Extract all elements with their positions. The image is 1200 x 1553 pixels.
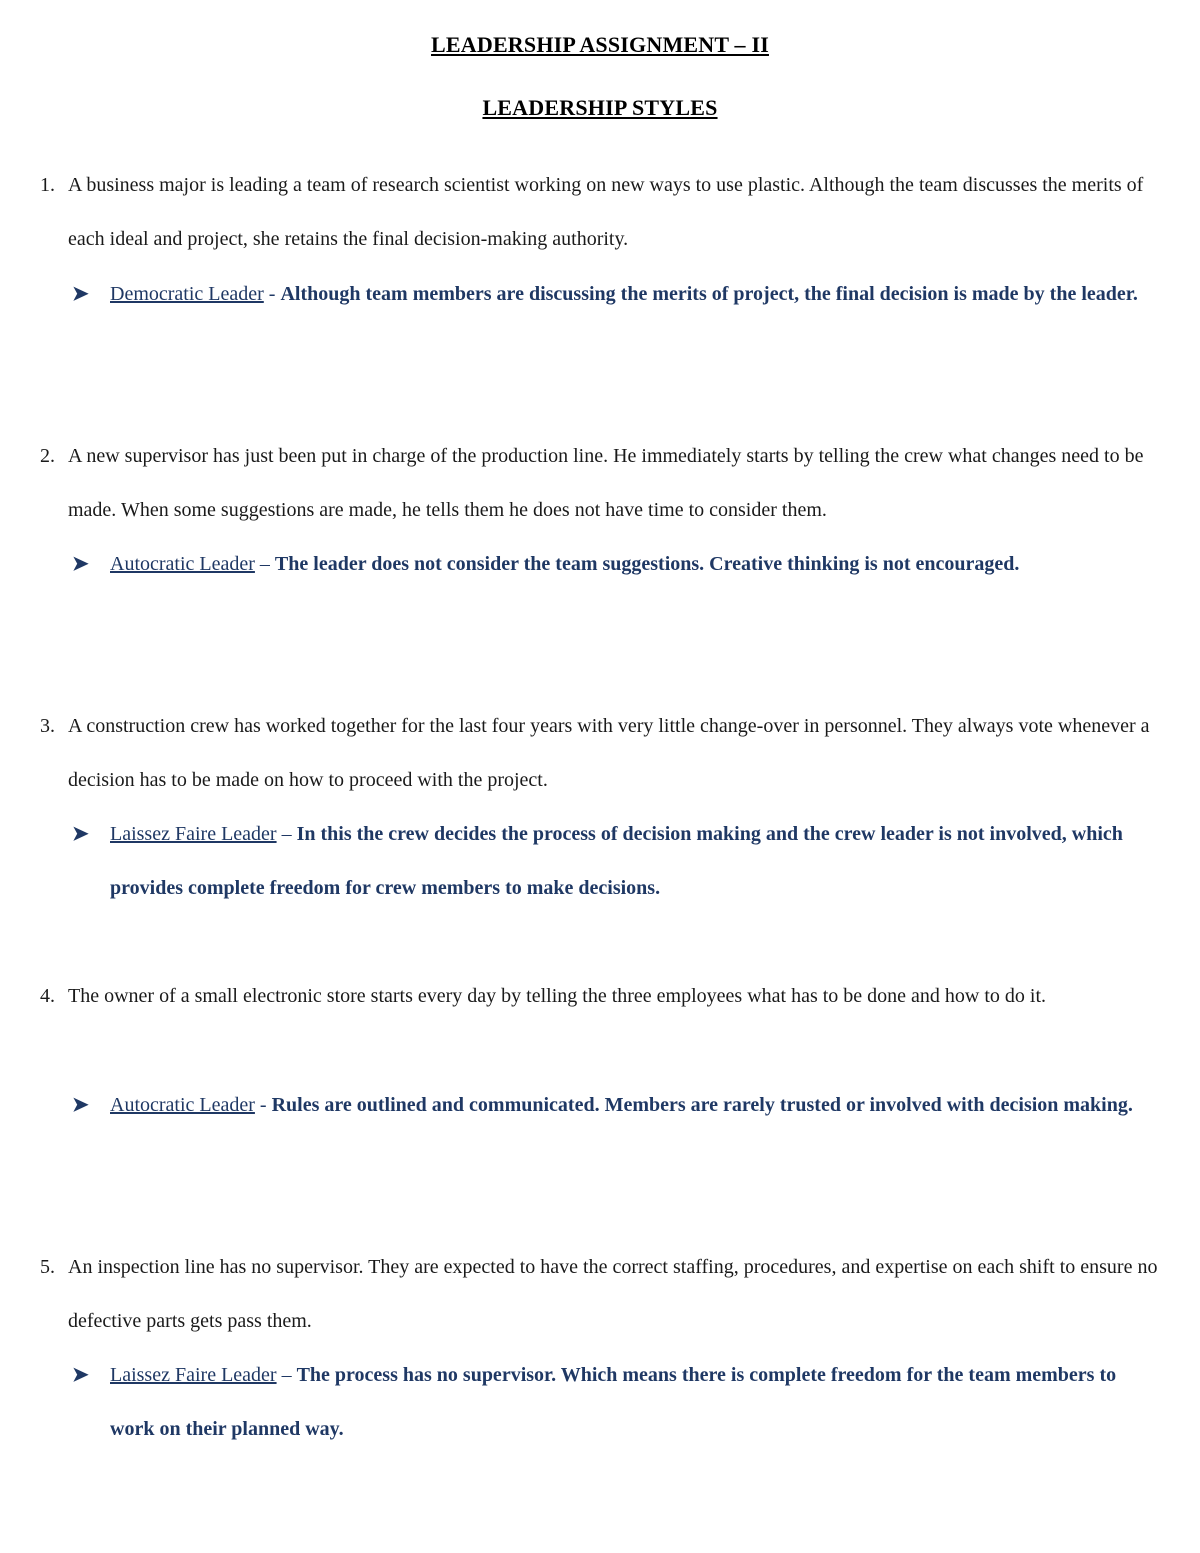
answer-separator: – (276, 823, 297, 845)
answer-text-block (110, 1348, 1162, 1456)
question-text: A construction crew has worked together for the last four years with very little change-over in personnel. They always vote whenever a decision has to be made on how to proceed with the project. (68, 715, 1150, 791)
leadership-style-name: Laissez Faire Leader (110, 823, 277, 845)
question-text: A new supervisor has just been put in charge of the production line. He immediately starts by telling the crew what changes need to be made. When some suggestions are made, he tells them he does not have time to consider them. (68, 445, 1144, 521)
answer-separator: - (263, 283, 281, 305)
answer-text-block (110, 537, 1162, 591)
question-number: 5. (40, 1256, 55, 1278)
question-text: The owner of a small electronic store starts every day by telling the three employees what has to be done and how to do it. (68, 985, 1047, 1007)
answer-item (72, 267, 1162, 321)
question-number: 2. (40, 445, 55, 467)
question-text: An inspection line has no supervisor. They are expected to have the correct staffing, procedures, and expertise on each shift to ensure no defective parts gets pass them. (68, 1256, 1158, 1332)
answer-text: The leader does not consider the team suggestions. Creative thinking is not encouraged. (274, 553, 1020, 575)
question-item (40, 429, 1160, 537)
arrow-bullet-icon: ➤ (72, 823, 89, 845)
arrow-bullet-icon: ➤ (72, 1094, 89, 1116)
question-item (40, 158, 1160, 266)
leadership-style-name: Autocratic Leader (110, 1094, 255, 1116)
question-number: 3. (40, 715, 55, 737)
arrow-bullet-icon: ➤ (72, 553, 89, 575)
answer-text: The process has no supervisor. Which means there is complete freedom for the team members to work on their planned way. (110, 1364, 1117, 1440)
question-number: 1. (40, 174, 55, 196)
document-subtitle: LEADERSHIP STYLES (482, 95, 718, 120)
answer-item (72, 1348, 1162, 1456)
answer-item (72, 1078, 1162, 1132)
answer-text-block (110, 267, 1162, 321)
answer-text-block (110, 1078, 1162, 1132)
answer-separator: - (254, 1094, 272, 1116)
leadership-style-name: Laissez Faire Leader (110, 1364, 277, 1386)
answer-text: Rules are outlined and communicated. Members are rarely trusted or involved with decision making. (271, 1094, 1133, 1116)
answer-item (72, 807, 1162, 915)
answer-text: In this the crew decides the process of decision making and the crew leader is not involved, which provides complete freedom for crew members to make decisions. (110, 823, 1123, 899)
document-title: LEADERSHIP ASSIGNMENT – II (431, 32, 769, 57)
answer-text-block (110, 807, 1162, 915)
question-item (40, 699, 1160, 807)
question-item (40, 969, 1160, 1023)
arrow-bullet-icon: ➤ (72, 283, 89, 305)
question-number: 4. (40, 985, 55, 1007)
answer-separator: – (254, 553, 275, 575)
leadership-style-name: Democratic Leader (110, 283, 264, 305)
question-item (40, 1240, 1160, 1348)
answer-text: Although team members are discussing the merits of project, the final decision is made by the leader. (280, 283, 1138, 305)
arrow-bullet-icon: ➤ (72, 1364, 89, 1386)
question-text: A business major is leading a team of research scientist working on new ways to use plastic. Although the team discusses the merits of each ideal and project, she retains the final decision-making authority. (68, 174, 1144, 250)
leadership-style-name: Autocratic Leader (110, 553, 255, 575)
answer-item (72, 537, 1162, 591)
answer-separator: – (276, 1364, 297, 1386)
